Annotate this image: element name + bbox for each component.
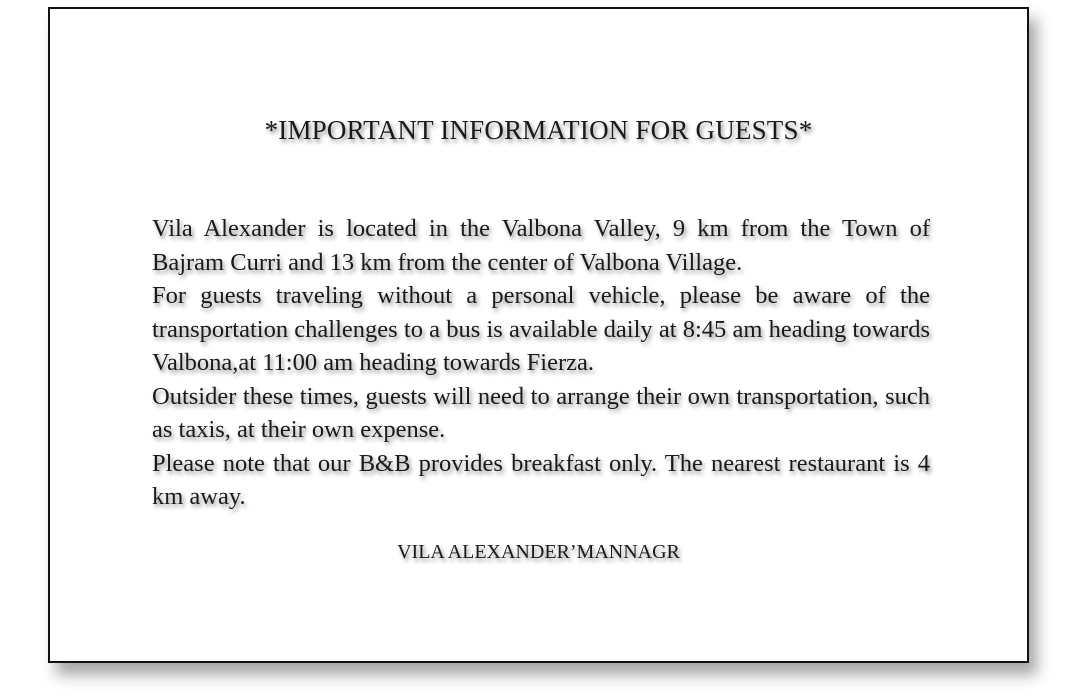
notice-sheet: [48, 7, 1029, 663]
paragraph-transport: For guests traveling without a personal vehicle, please be aware of the transportation challenges to a bus is available daily at 8:45 am heading towards Valbona,at 11:00 am heading towards Fierza.: [152, 282, 930, 376]
notice-title: *IMPORTANT INFORMATION FOR GUESTS*: [264, 115, 813, 145]
paragraph-breakfast: Please note that our B&B provides breakfast only. The nearest restaurant is 4 km away.: [152, 449, 930, 510]
paragraph-location: Vila Alexander is located in the Valbona Valley, 9 km from the Town of Bajram Curri and 13 km from the center of Valbona Village.: [152, 215, 930, 276]
notice-body: [152, 212, 930, 514]
paragraph-outside-times: Outsider these times, guests will need to arrange their own transportation, such as taxis, at their own expense.: [152, 382, 930, 443]
signature: VILA ALEXANDER’MANNAGR: [397, 541, 680, 563]
